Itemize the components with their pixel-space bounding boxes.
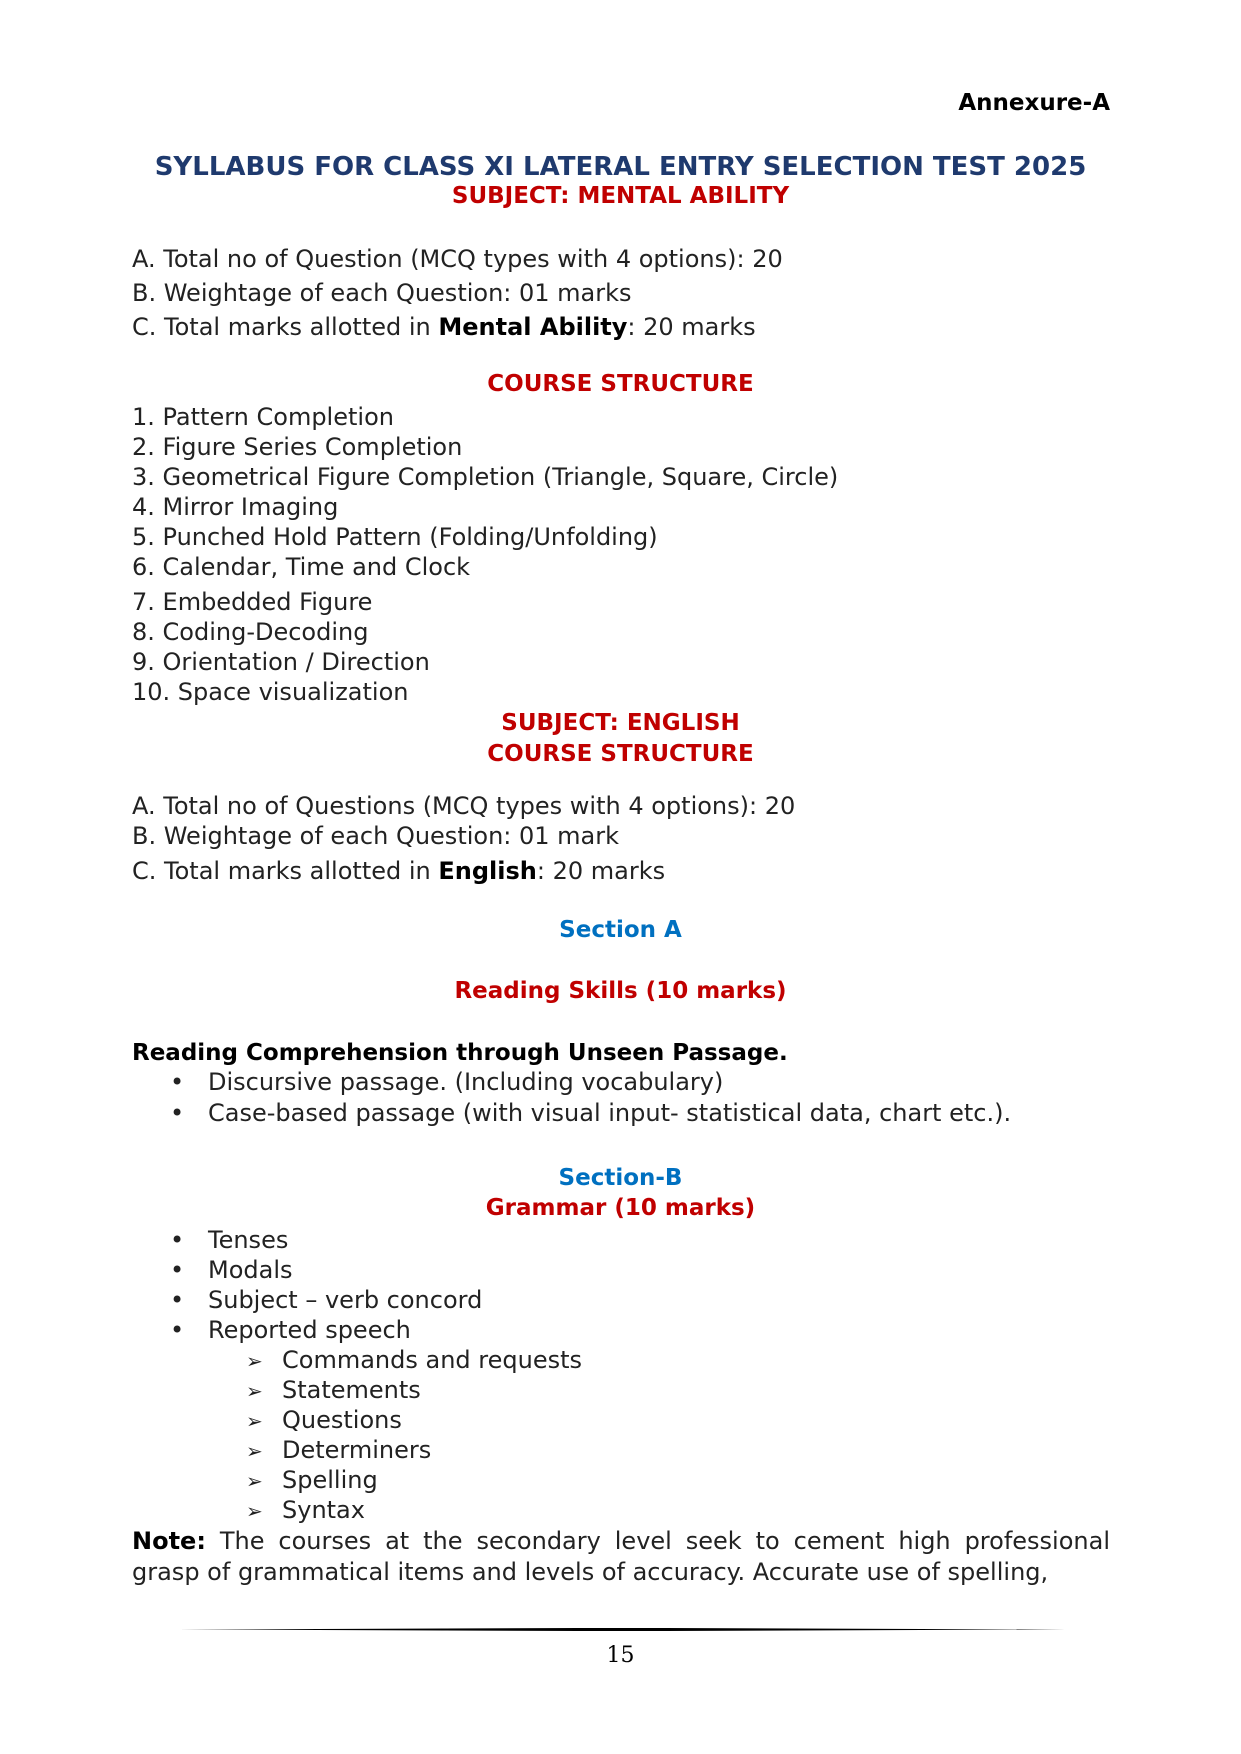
- english-info-b: B. Weightage of each Question: 01 mark: [132, 822, 620, 850]
- sub-list-item: ➢ Commands and requests: [246, 1346, 582, 1374]
- bullet-icon: •: [170, 1068, 185, 1096]
- note-paragraph: [132, 1526, 1110, 1588]
- list-item: • Tenses: [170, 1226, 289, 1254]
- mental-info-a: A. Total no of Question (MCQ types with 4 options): 20: [132, 245, 783, 273]
- list-item: • Reported speech: [170, 1316, 411, 1344]
- bullet-icon: •: [170, 1226, 185, 1254]
- page-number: 15: [606, 1643, 635, 1668]
- topic-item: 8. Coding-Decoding: [132, 618, 369, 646]
- arrow-bullet-icon: ➢: [246, 1499, 263, 1523]
- note-label: Note:: [132, 1527, 206, 1555]
- sub-list-item: ➢ Syntax: [246, 1496, 365, 1524]
- mental-info-b: B. Weightage of each Question: 01 marks: [132, 279, 632, 307]
- topic-item: 4. Mirror Imaging: [132, 493, 339, 521]
- sub-list-item: ➢ Determiners: [246, 1436, 432, 1464]
- list-item: • Discursive passage. (Including vocabulary): [170, 1068, 724, 1096]
- footer-divider: [178, 1628, 1066, 1631]
- topic-item: 5. Punched Hold Pattern (Folding/Unfolding): [132, 523, 658, 551]
- arrow-bullet-icon: ➢: [246, 1439, 263, 1463]
- reading-comprehension-heading: Reading Comprehension through Unseen Passage.: [132, 1040, 788, 1066]
- bullet-icon: •: [170, 1099, 185, 1127]
- list-item: • Case-based passage (with visual input- statistical data, chart etc.).: [170, 1099, 1012, 1127]
- bullet-icon: •: [170, 1256, 185, 1284]
- sub-list-item: ➢ Questions: [246, 1406, 402, 1434]
- list-item: • Subject – verb concord: [170, 1286, 483, 1314]
- mental-ability-subject: SUBJECT: MENTAL ABILITY: [451, 183, 790, 209]
- topic-item: 3. Geometrical Figure Completion (Triangle, Square, Circle): [132, 463, 839, 491]
- section-a-heading: Section A: [559, 917, 682, 943]
- bullet-icon: •: [170, 1286, 185, 1314]
- annexure-label: Annexure-A: [958, 90, 1110, 116]
- mental-course-heading: COURSE STRUCTURE: [487, 371, 754, 397]
- topic-item: 1. Pattern Completion: [132, 403, 394, 431]
- topic-item: 10. Space visualization: [132, 678, 409, 706]
- mental-info-c: C. Total marks allotted in Mental Ability: 20 marks: [132, 313, 756, 341]
- arrow-bullet-icon: ➢: [246, 1379, 263, 1403]
- english-subject: SUBJECT: ENGLISH: [501, 710, 740, 736]
- reading-skills-heading: Reading Skills (10 marks): [454, 978, 787, 1004]
- note-text: The courses at the secondary level seek to cement high professional grasp of grammatical items and levels of accuracy. Accurate use of spelling,: [132, 1527, 1110, 1586]
- list-item: • Modals: [170, 1256, 293, 1284]
- page-title: SYLLABUS FOR CLASS XI LATERAL ENTRY SELECTION TEST 2025: [154, 152, 1087, 182]
- topic-item: 2. Figure Series Completion: [132, 433, 463, 461]
- topic-item: 6. Calendar, Time and Clock: [132, 553, 471, 581]
- grammar-heading: Grammar (10 marks): [485, 1195, 756, 1221]
- topic-item: 7. Embedded Figure: [132, 588, 373, 616]
- english-info-a: A. Total no of Questions (MCQ types with 4 options): 20: [132, 792, 796, 820]
- arrow-bullet-icon: ➢: [246, 1409, 263, 1433]
- sub-list-item: ➢ Statements: [246, 1376, 421, 1404]
- english-course-heading: COURSE STRUCTURE: [487, 741, 754, 767]
- topic-item: 9. Orientation / Direction: [132, 648, 430, 676]
- arrow-bullet-icon: ➢: [246, 1469, 263, 1493]
- sub-list-item: ➢ Spelling: [246, 1466, 378, 1494]
- section-b-heading: Section-B: [558, 1165, 683, 1191]
- english-info-c: C. Total marks allotted in English: 20 marks: [132, 857, 666, 885]
- arrow-bullet-icon: ➢: [246, 1349, 263, 1373]
- bullet-icon: •: [170, 1316, 185, 1344]
